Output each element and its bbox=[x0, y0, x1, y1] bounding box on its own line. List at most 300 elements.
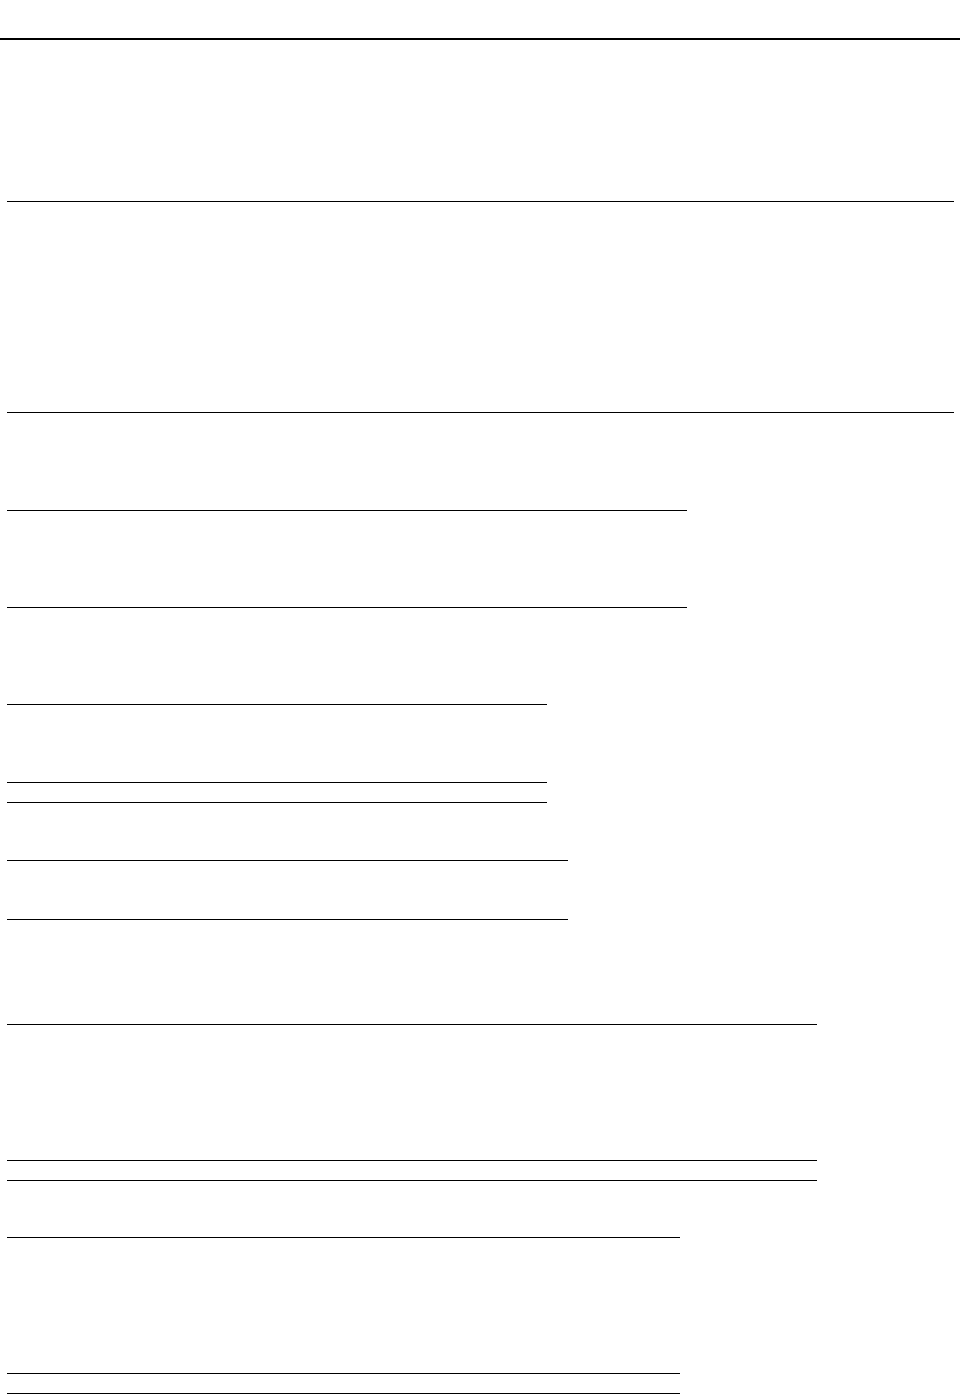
table-cell bbox=[416, 374, 553, 393]
table-row bbox=[7, 105, 954, 124]
table-cell bbox=[680, 1044, 817, 1063]
table-cell bbox=[416, 163, 553, 182]
table-cell bbox=[142, 374, 279, 393]
table-cell bbox=[822, 144, 954, 163]
table-cell bbox=[544, 1102, 680, 1121]
table-cell bbox=[544, 1140, 680, 1160]
row-label bbox=[7, 880, 142, 899]
table-cell bbox=[142, 861, 408, 881]
table-cell bbox=[822, 413, 954, 433]
table-row bbox=[7, 1044, 817, 1063]
table-row bbox=[7, 144, 954, 163]
table-cell bbox=[142, 919, 408, 939]
table-cell bbox=[544, 1257, 680, 1276]
table-row bbox=[7, 316, 954, 335]
table-cell bbox=[417, 627, 687, 646]
table-cell bbox=[553, 105, 690, 124]
table-cell bbox=[142, 413, 279, 433]
table-cell bbox=[272, 1083, 408, 1102]
table-cell bbox=[544, 1334, 680, 1353]
table-cell bbox=[142, 627, 277, 646]
table-row bbox=[7, 1296, 680, 1315]
table-cell bbox=[277, 588, 417, 608]
table-cell bbox=[822, 316, 954, 335]
table-cell bbox=[277, 569, 417, 588]
column-header bbox=[7, 1218, 142, 1238]
row-label bbox=[7, 1083, 142, 1102]
table-row bbox=[7, 413, 954, 433]
table-cell bbox=[142, 202, 279, 222]
table-row bbox=[7, 202, 954, 222]
column-header bbox=[690, 297, 822, 316]
table-cell bbox=[142, 1140, 272, 1160]
column-header bbox=[553, 297, 690, 316]
table-cell bbox=[279, 124, 416, 143]
table-cell bbox=[277, 782, 412, 802]
table-cell bbox=[279, 202, 416, 222]
table-row bbox=[7, 569, 687, 588]
row-label bbox=[7, 900, 142, 920]
table-cell bbox=[412, 744, 547, 763]
table-cell bbox=[272, 1296, 408, 1315]
table-cell bbox=[277, 608, 417, 628]
table-cell bbox=[142, 1044, 272, 1063]
table-cell bbox=[142, 744, 277, 763]
table-cell bbox=[822, 124, 954, 143]
column-header bbox=[544, 1005, 680, 1025]
row-label bbox=[7, 763, 142, 783]
table-cell bbox=[272, 1044, 408, 1063]
table-row bbox=[7, 763, 547, 783]
table-cell bbox=[142, 182, 279, 202]
capacity-table bbox=[7, 685, 547, 803]
table-cell bbox=[553, 144, 690, 163]
row-label bbox=[7, 550, 142, 569]
table-cell bbox=[553, 202, 690, 222]
table-cell bbox=[279, 163, 416, 182]
table-row bbox=[7, 919, 568, 939]
row-label bbox=[7, 105, 142, 124]
table-row bbox=[7, 1140, 817, 1160]
column-header bbox=[416, 86, 553, 105]
row-label bbox=[7, 627, 142, 646]
table-cell bbox=[279, 393, 416, 413]
table-cell bbox=[822, 374, 954, 393]
table-cell bbox=[544, 1064, 680, 1083]
table-cell bbox=[412, 763, 547, 783]
table-cell bbox=[277, 530, 417, 549]
table-cell bbox=[553, 163, 690, 182]
table-row bbox=[7, 724, 547, 743]
table-cell bbox=[142, 1160, 272, 1180]
row-label bbox=[7, 221, 142, 240]
spacer-row bbox=[7, 939, 568, 948]
table-row bbox=[7, 608, 687, 628]
table-cell bbox=[408, 1140, 544, 1160]
table-cell bbox=[142, 1257, 272, 1276]
table-cell bbox=[408, 1277, 544, 1296]
table-cell bbox=[142, 1315, 272, 1334]
table-cell bbox=[142, 124, 279, 143]
table-cell bbox=[272, 1257, 408, 1276]
row-label bbox=[7, 569, 142, 588]
column-header bbox=[272, 1218, 408, 1238]
row-label bbox=[7, 1296, 142, 1315]
column-header bbox=[7, 1005, 142, 1025]
table-cell bbox=[822, 335, 954, 354]
row-label bbox=[7, 124, 142, 143]
row-label bbox=[7, 1257, 142, 1276]
column-header bbox=[142, 1005, 272, 1025]
row-label bbox=[7, 413, 142, 433]
table-row bbox=[7, 355, 954, 374]
table-row bbox=[7, 1025, 817, 1045]
table-cell bbox=[680, 1140, 817, 1160]
table-cell bbox=[279, 105, 416, 124]
table-row bbox=[7, 627, 687, 646]
table-cell bbox=[408, 1334, 544, 1353]
column-header bbox=[690, 86, 822, 105]
table-row bbox=[7, 530, 687, 549]
table-cell bbox=[417, 530, 687, 549]
column-header bbox=[142, 685, 277, 705]
table-cell bbox=[272, 1353, 408, 1373]
row-label bbox=[7, 1353, 142, 1373]
table-cell bbox=[416, 202, 553, 222]
table-cell bbox=[416, 413, 553, 433]
table-cell bbox=[412, 705, 547, 725]
row-label bbox=[7, 316, 142, 335]
table-cell bbox=[690, 374, 822, 393]
table-cell bbox=[412, 782, 547, 802]
table-cell bbox=[272, 1102, 408, 1121]
table-cell bbox=[142, 948, 408, 967]
table-row bbox=[7, 588, 687, 608]
row-label bbox=[7, 530, 142, 549]
table-cell bbox=[408, 1373, 544, 1393]
table-cell bbox=[142, 900, 408, 920]
row-label bbox=[7, 1140, 142, 1160]
row-label bbox=[7, 919, 142, 939]
table-row bbox=[7, 1160, 817, 1180]
table-cell bbox=[142, 1025, 272, 1045]
table-cell bbox=[272, 1277, 408, 1296]
row-label bbox=[7, 782, 142, 802]
table-cell bbox=[408, 1160, 544, 1180]
table-cell bbox=[142, 355, 279, 374]
row-label bbox=[7, 1025, 142, 1045]
table-cell bbox=[690, 144, 822, 163]
table-cell bbox=[142, 335, 279, 354]
table-cell bbox=[277, 744, 412, 763]
table-cell bbox=[408, 1102, 544, 1121]
table-row bbox=[7, 550, 687, 569]
row-label bbox=[7, 588, 142, 608]
table-cell bbox=[142, 1277, 272, 1296]
table-cell bbox=[544, 1373, 680, 1393]
table-cell bbox=[142, 782, 277, 802]
table-cell bbox=[408, 880, 568, 899]
table-cell bbox=[417, 550, 687, 569]
column-header bbox=[7, 841, 142, 861]
page-header bbox=[0, 0, 960, 40]
table-cell bbox=[279, 144, 416, 163]
table-cell bbox=[690, 393, 822, 413]
header-row bbox=[7, 1005, 817, 1025]
table-cell bbox=[142, 1121, 272, 1140]
table-cell bbox=[142, 588, 277, 608]
column-header bbox=[142, 491, 277, 511]
column-header bbox=[279, 86, 416, 105]
table-cell bbox=[142, 569, 277, 588]
table-cell bbox=[680, 1121, 817, 1140]
table-cell bbox=[142, 763, 277, 783]
column-header bbox=[408, 841, 568, 861]
table-cell bbox=[553, 374, 690, 393]
row-label bbox=[7, 744, 142, 763]
header-row bbox=[7, 1218, 680, 1238]
table-cell bbox=[690, 355, 822, 374]
table-cell bbox=[408, 861, 568, 881]
table-row bbox=[7, 1238, 680, 1258]
column-header bbox=[272, 1005, 408, 1025]
footprint-hectare-table bbox=[7, 297, 954, 452]
column-header bbox=[553, 86, 690, 105]
column-header bbox=[7, 685, 142, 705]
footprint-percent-table bbox=[7, 86, 954, 241]
table-row bbox=[7, 880, 568, 899]
table-row bbox=[7, 705, 547, 725]
table-cell bbox=[417, 511, 687, 531]
header-row bbox=[7, 491, 687, 511]
table-cell bbox=[416, 144, 553, 163]
table-row bbox=[7, 1064, 817, 1083]
table-cell bbox=[142, 1083, 272, 1102]
table-cell bbox=[544, 1315, 680, 1334]
row-label bbox=[7, 202, 142, 222]
table-cell bbox=[690, 163, 822, 182]
table-row bbox=[7, 511, 687, 531]
table-row bbox=[7, 374, 954, 393]
table-cell bbox=[553, 124, 690, 143]
table-cell bbox=[822, 182, 954, 202]
column-header bbox=[142, 86, 279, 105]
column-header bbox=[416, 297, 553, 316]
table-row bbox=[7, 900, 568, 920]
page-length-row bbox=[7, 221, 954, 240]
table-row bbox=[7, 1277, 680, 1296]
table-row bbox=[7, 1083, 817, 1102]
row-label bbox=[7, 335, 142, 354]
table-cell bbox=[272, 1160, 408, 1180]
row-label bbox=[7, 182, 142, 202]
table-cell bbox=[142, 1102, 272, 1121]
table-cell bbox=[553, 393, 690, 413]
table-cell bbox=[416, 355, 553, 374]
table-row bbox=[7, 393, 954, 413]
table-cell bbox=[272, 1334, 408, 1353]
table-cell bbox=[408, 1044, 544, 1063]
table-row bbox=[7, 1121, 817, 1140]
column-header bbox=[7, 491, 142, 511]
table-cell bbox=[416, 316, 553, 335]
row-label bbox=[7, 374, 142, 393]
table-cell bbox=[416, 335, 553, 354]
table-cell bbox=[408, 1353, 544, 1373]
table-cell bbox=[680, 1160, 817, 1180]
table-row bbox=[7, 163, 954, 182]
table-cell bbox=[277, 724, 412, 743]
table-cell bbox=[272, 1238, 408, 1258]
table-cell bbox=[690, 413, 822, 433]
page-length-row bbox=[7, 432, 954, 451]
column-header bbox=[412, 685, 547, 705]
row-label bbox=[7, 393, 142, 413]
table-row bbox=[7, 1257, 680, 1276]
table-row bbox=[7, 124, 954, 143]
table-row bbox=[7, 182, 954, 202]
table-cell bbox=[553, 335, 690, 354]
table-cell bbox=[544, 1044, 680, 1063]
table-cell bbox=[279, 355, 416, 374]
header-row bbox=[7, 841, 568, 861]
table-cell bbox=[408, 948, 568, 967]
table-cell bbox=[279, 182, 416, 202]
table-cell bbox=[553, 413, 690, 433]
table-cell bbox=[142, 1353, 272, 1373]
table-row bbox=[7, 782, 547, 802]
table-cell bbox=[408, 1315, 544, 1334]
table-cell bbox=[279, 316, 416, 335]
table-cell bbox=[680, 1083, 817, 1102]
table-cell bbox=[408, 919, 568, 939]
column-header bbox=[822, 86, 954, 105]
table-row bbox=[7, 1353, 680, 1373]
table-cell bbox=[822, 393, 954, 413]
table-cell bbox=[142, 144, 279, 163]
table-cell bbox=[272, 1025, 408, 1045]
table-cell bbox=[544, 1238, 680, 1258]
table-cell bbox=[680, 1102, 817, 1121]
column-header bbox=[142, 1218, 272, 1238]
column-header bbox=[142, 297, 279, 316]
row-label bbox=[7, 1160, 142, 1180]
column-header bbox=[822, 297, 954, 316]
table-cell bbox=[272, 1140, 408, 1160]
table-cell bbox=[822, 163, 954, 182]
table-row bbox=[7, 948, 568, 967]
row-label bbox=[7, 861, 142, 881]
row-label bbox=[7, 948, 142, 967]
table-cell bbox=[272, 1373, 408, 1393]
table-cell bbox=[142, 316, 279, 335]
table-cell bbox=[412, 724, 547, 743]
table-cell bbox=[142, 511, 277, 531]
table-cell bbox=[279, 335, 416, 354]
column-header bbox=[7, 86, 142, 105]
table-cell bbox=[408, 900, 568, 920]
table-cell bbox=[553, 182, 690, 202]
row-label bbox=[7, 432, 142, 451]
table-cell bbox=[142, 1373, 272, 1393]
table-cell bbox=[822, 355, 954, 374]
row-label bbox=[7, 1064, 142, 1083]
table-cell bbox=[142, 724, 277, 743]
column-header bbox=[7, 297, 142, 316]
table-cell bbox=[553, 316, 690, 335]
table-cell bbox=[822, 105, 954, 124]
table-cell bbox=[690, 316, 822, 335]
row-label bbox=[7, 511, 142, 531]
table-row bbox=[7, 1334, 680, 1353]
row-label bbox=[7, 1334, 142, 1353]
table-cell bbox=[690, 124, 822, 143]
table-row bbox=[7, 335, 954, 354]
table-cell bbox=[142, 393, 279, 413]
table-cell bbox=[277, 763, 412, 783]
table-cell bbox=[544, 1121, 680, 1140]
table-cell bbox=[553, 355, 690, 374]
row-label bbox=[7, 1238, 142, 1258]
table-row bbox=[7, 1315, 680, 1334]
table-cell bbox=[544, 1296, 680, 1315]
row-label bbox=[7, 1044, 142, 1063]
table-cell bbox=[690, 105, 822, 124]
table-cell bbox=[142, 550, 277, 569]
table-cell bbox=[142, 221, 954, 240]
table-row bbox=[7, 1102, 817, 1121]
table-cell bbox=[822, 202, 954, 222]
table-cell bbox=[142, 105, 279, 124]
column-header bbox=[680, 1005, 817, 1025]
table-cell bbox=[272, 1064, 408, 1083]
table-cell bbox=[544, 1025, 680, 1045]
table-cell bbox=[277, 511, 417, 531]
table-cell bbox=[408, 1257, 544, 1276]
table-cell bbox=[680, 1025, 817, 1045]
table-cell bbox=[690, 202, 822, 222]
table-cell bbox=[408, 1121, 544, 1140]
column-header bbox=[279, 297, 416, 316]
column-header bbox=[408, 1005, 544, 1025]
table-cell bbox=[277, 550, 417, 569]
table-cell bbox=[279, 413, 416, 433]
table-cell bbox=[690, 335, 822, 354]
table-cell bbox=[544, 1353, 680, 1373]
table-cell bbox=[417, 608, 687, 628]
row-label bbox=[7, 1373, 142, 1393]
row-label bbox=[7, 1315, 142, 1334]
header-row bbox=[7, 297, 954, 316]
table-cell bbox=[142, 880, 408, 899]
table-cell bbox=[408, 1083, 544, 1102]
row-label bbox=[7, 144, 142, 163]
table-cell bbox=[142, 432, 954, 451]
table-cell bbox=[142, 530, 277, 549]
table-cell bbox=[408, 1064, 544, 1083]
row-label bbox=[7, 1121, 142, 1140]
energy-footprint-table bbox=[7, 1218, 680, 1394]
column-header bbox=[277, 685, 412, 705]
table-cell bbox=[416, 393, 553, 413]
header-row bbox=[7, 86, 954, 105]
table-cell bbox=[408, 1296, 544, 1315]
row-label bbox=[7, 705, 142, 725]
table-cell bbox=[416, 124, 553, 143]
table-cell bbox=[417, 588, 687, 608]
table-cell bbox=[142, 1238, 272, 1258]
table-cell bbox=[142, 1296, 272, 1315]
